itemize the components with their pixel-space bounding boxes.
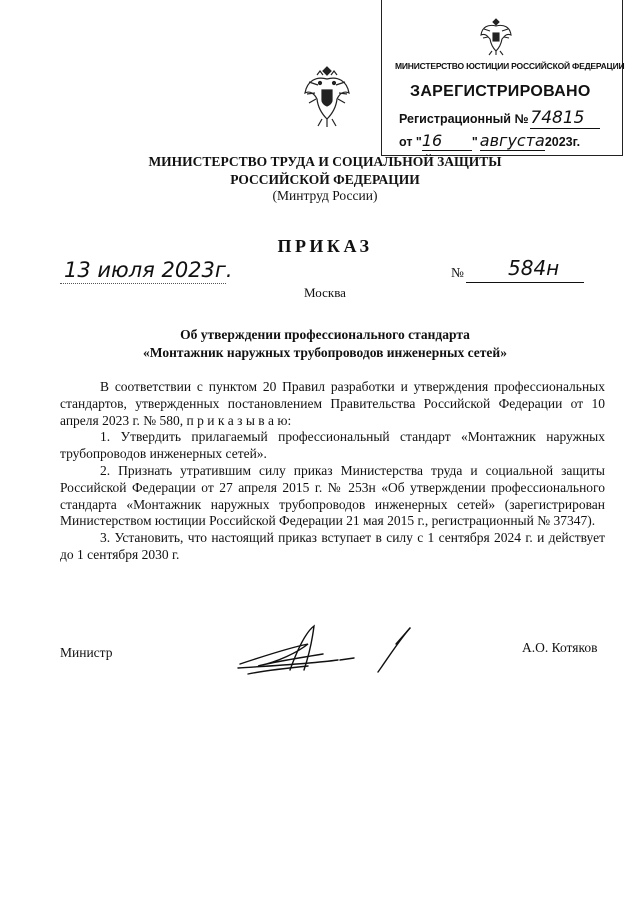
stamp-reg-number: 74815 xyxy=(530,108,600,129)
paragraph-item-1: 1. Утвердить прилагаемый профессиональный стандарт «Монтажник наружных трубопроводов инженерных сетей». xyxy=(60,429,605,462)
ministry-title xyxy=(100,153,550,189)
stamp-date-month: августа xyxy=(479,131,545,150)
stamp-registered-label: ЗАРЕГИСТРИРОВАНО xyxy=(410,83,591,100)
document-body xyxy=(60,379,605,564)
stamp-date-prefix: от " xyxy=(399,135,422,149)
order-date: 13 июля 2023г. xyxy=(64,258,233,282)
stamp-reg-label: Регистрационный № xyxy=(399,112,529,126)
signatory-position: Министр xyxy=(60,645,113,660)
ministry-title-line1: МИНИСТЕРСТВО ТРУДА И СОЦИАЛЬНОЙ ЗАЩИТЫ xyxy=(148,154,502,169)
document-title-line1: Об утверждении профессионального стандарта xyxy=(180,327,470,342)
stamp-date-year: 2023г. xyxy=(544,135,581,149)
order-date-underline xyxy=(60,283,226,284)
ministry-title-line2: РОССИЙСКОЙ ФЕДЕРАЦИИ xyxy=(230,172,420,187)
stamp-date-row xyxy=(399,131,580,151)
paragraph-item-2: 2. Признать утратившим силу приказ Министерства труда и социальной защиты Российской Федерации от 27 апреля 2015 г. № 253н «Об утверждении профессионального стандарта «Монтажник наружных трубопроводов инженерных сетей» (зарегистрирован Министерством юстиции Российской Федерации 21 мая 2015 г., регистрационный № 37347). xyxy=(60,462,605,529)
ministry-short-name: (Минтруд России) xyxy=(272,188,378,203)
paragraph-preamble: В соответствии с пунктом 20 Правил разработки и утверждения профессиональных стандартов, утвержденных постановлением Правительства Российской Федерации от 10 апреля 2023 г. № 580, п р и к а з ы в а ю: xyxy=(60,379,605,428)
document-title xyxy=(100,326,550,362)
stamp-registration-number-row xyxy=(399,108,600,129)
stamp-date-day: 16 xyxy=(422,131,472,151)
order-number: 584н xyxy=(508,256,560,280)
signatory-name: А.О. Котяков xyxy=(522,640,598,655)
stamp-ministry-name: МИНИСТЕРСТВО ЮСТИЦИИ РОССИЙСКОЙ ФЕДЕРАЦИИ xyxy=(395,61,625,71)
stamp-date-quote: " xyxy=(471,135,478,149)
coat-of-arms-icon xyxy=(300,63,354,131)
document-title-line2: «Монтажник наружных трубопроводов инженерных сетей» xyxy=(143,345,507,360)
order-number-underline xyxy=(466,282,584,283)
order-number-label: № xyxy=(451,265,464,280)
city: Москва xyxy=(304,285,346,300)
coat-of-arms-icon xyxy=(478,15,514,57)
paragraph-item-3: 3. Установить, что настоящий приказ вступает в силу с 1 сентября 2024 г. и действует до 1 сентября 2030 г. xyxy=(60,530,605,562)
order-title: ПРИКАЗ xyxy=(277,236,373,256)
handwritten-signature xyxy=(228,618,428,678)
